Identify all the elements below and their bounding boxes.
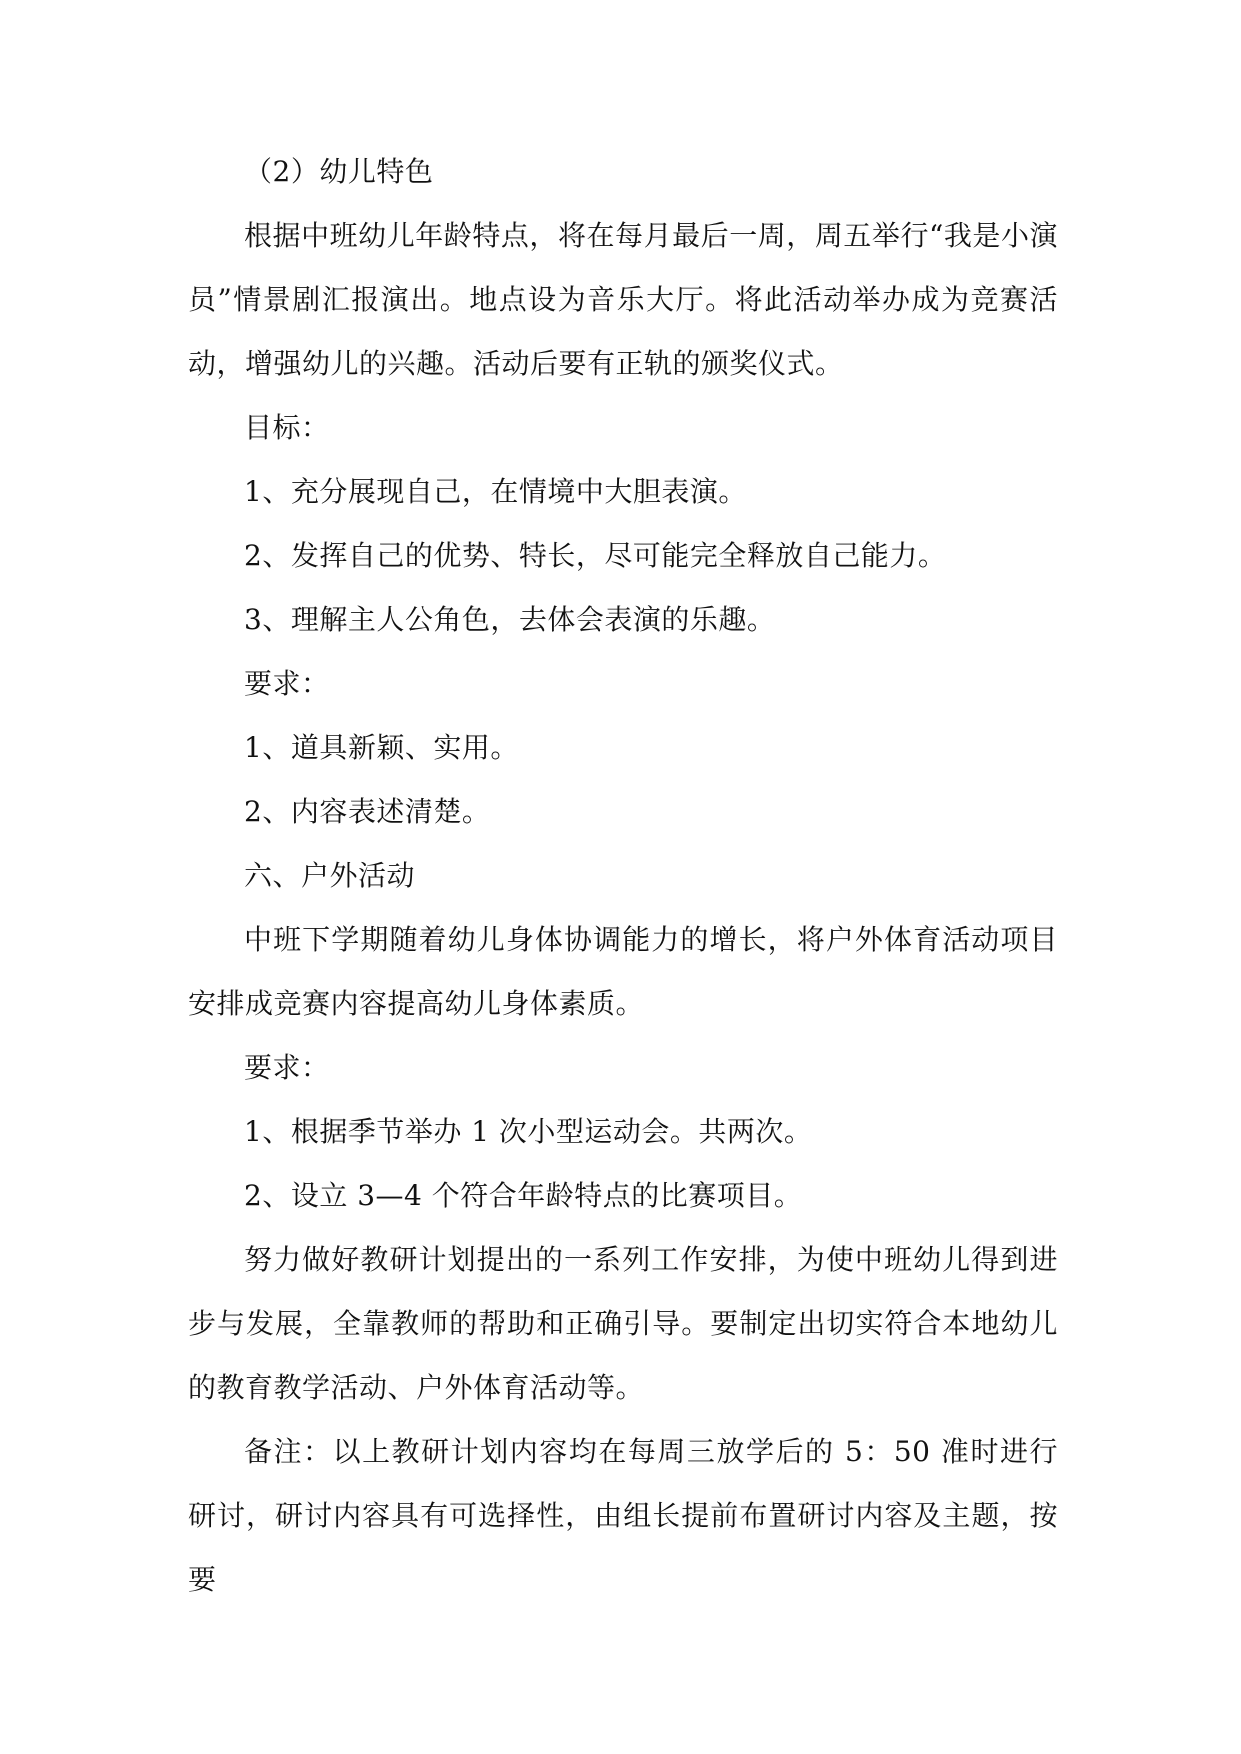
requirement-item-1: 1、道具新颖、实用。 <box>244 731 519 764</box>
paragraph-performance-plan: 根据中班幼儿年龄特点，将在每月最后一周，周五举行“我是小演员”情景剧汇报演出。地点设为音乐大厅。将此活动举办成为竞赛活动，增强幼儿的兴趣。活动后要有正轨的颁奖仪式。 <box>188 219 1058 380</box>
paragraph-outdoor-plan: 中班下学期随着幼儿身体协调能力的增长，将户外体育活动项目安排成竞赛内容提高幼儿身体素质。 <box>188 923 1058 1020</box>
section-heading-outdoor: 六、户外活动 <box>244 859 416 892</box>
document-page <box>188 140 1058 1612</box>
goals-label: 目标： <box>244 411 330 444</box>
goal-item-3: 3、理解主人公角色，去体会表演的乐趣。 <box>244 603 776 636</box>
goal-item-1: 1、充分展现自己，在情境中大胆表演。 <box>244 475 747 508</box>
outdoor-requirement-item-1: 1、根据季节举办 1 次小型运动会。共两次。 <box>244 1115 813 1148</box>
section-heading-child-feature: （2）幼儿特色 <box>244 155 434 188</box>
goal-item-2: 2、发挥自己的优势、特长，尽可能完全释放自己能力。 <box>244 539 947 572</box>
paragraph-note: 备注：以上教研计划内容均在每周三放学后的 5：50 准时进行研讨，研讨内容具有可选择性，由组长提前布置研讨内容及主题，按要 <box>188 1435 1058 1596</box>
requirement-item-2: 2、内容表述清楚。 <box>244 795 491 828</box>
requirements-label: 要求： <box>244 667 330 700</box>
paragraph-summary: 努力做好教研计划提出的一系列工作安排，为使中班幼儿得到进步与发展，全靠教师的帮助和正确引导。要制定出切实符合本地幼儿的教育教学活动、户外体育活动等。 <box>188 1243 1058 1404</box>
requirements-label-2: 要求： <box>244 1051 330 1084</box>
outdoor-requirement-item-2: 2、设立 3—4 个符合年龄特点的比赛项目。 <box>244 1179 803 1212</box>
